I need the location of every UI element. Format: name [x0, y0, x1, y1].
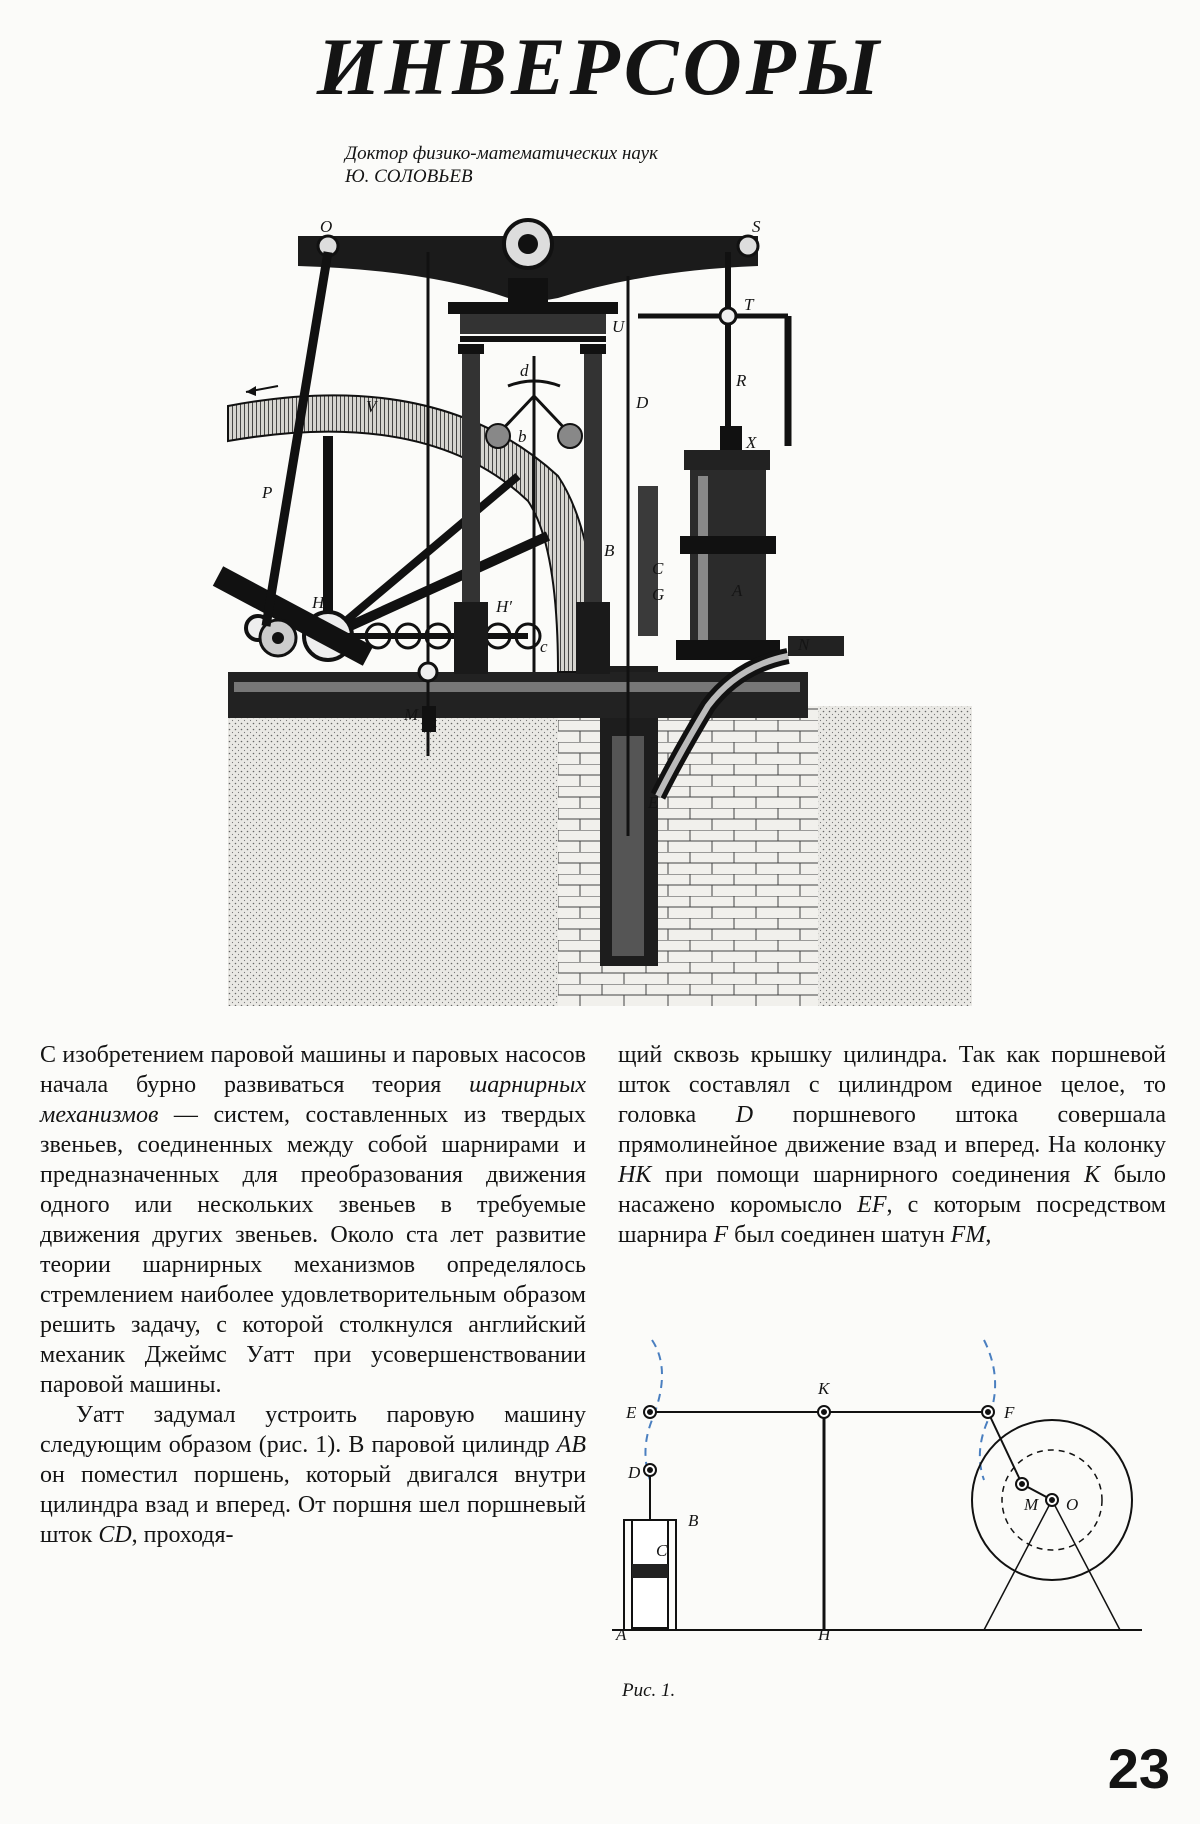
paragraph-continuation: щий сквозь крышку цилиндра. Так как поршневой шток составлял с цилиндром единое целое, то головка D поршневого штока совершала прямолинейное движение взад и вперед. На колонку HK при помощи шарнирного соединения K было насажено коромысло EF, с которым посредством шарнира F был соединен шатун FM,	[618, 1042, 1166, 1248]
label-T: T	[744, 295, 754, 314]
text-column-left	[40, 1040, 586, 1550]
byline	[345, 142, 658, 188]
label-A: A	[732, 581, 743, 600]
label-X: X	[746, 433, 757, 452]
connecting-rod	[266, 252, 328, 626]
label-H: H	[312, 593, 325, 612]
label-N: N	[798, 635, 810, 654]
walking-beam	[298, 220, 758, 302]
cylinder-AB	[624, 1520, 676, 1630]
label-M: M	[404, 705, 419, 724]
article-title: ИНВЕРСОРЫ	[316, 21, 884, 112]
label-S: S	[752, 217, 761, 236]
label-D: D	[636, 393, 649, 412]
steam-cylinder	[638, 426, 780, 660]
label-O: O	[320, 217, 333, 236]
figure-1-diagram	[612, 1340, 1172, 1644]
paragraph-watt: Уатт задумал устроить паровую машину следующим образом (рис. 1). В паровой цилиндр AB он поместил поршень, который двигался внутри цилиндра взад и вперед. От поршня шел поршневый шток CD, проходя-	[40, 1402, 586, 1548]
label-P: P	[262, 483, 273, 502]
author-degree: Доктор физико-математических наук	[345, 143, 658, 164]
fig-label-E: E	[626, 1403, 637, 1422]
connecting-rod-FM	[988, 1412, 1022, 1484]
label-B: B	[604, 541, 615, 560]
paragraph-intro: С изобретением паровой машины и паровых насосов начала бурно развиваться теория шарнирных механизмов — систем, составленных из твердых звеньев, соединенных между собой шарнирами и предназначенных для преобразования движения одного или нескольких звеньев в требуемые движения других звеньев. Около ста лет развитие теории шарнирных механизмов определялось стремлением наиболее удовлетворительным образом решить задачу, с которой столкнулся английский механик Джеймс Уатт при усовершенствовании паровой машины.	[40, 1042, 586, 1398]
entablature	[448, 302, 618, 342]
label-C: C	[652, 559, 664, 578]
column-right	[576, 344, 610, 674]
label-R: R	[736, 371, 747, 390]
parallel-motion	[638, 252, 788, 446]
governor-shaft-rings	[348, 624, 540, 648]
fig-label-B: B	[688, 1511, 699, 1530]
flywheel-schematic	[972, 1420, 1132, 1630]
steam-engine-engraving	[228, 217, 972, 1006]
label-b: b	[518, 427, 527, 446]
joints	[644, 1406, 1058, 1506]
page-number: 23	[1107, 1737, 1170, 1800]
fig-label-K: K	[818, 1379, 830, 1398]
fig-label-A: A	[616, 1625, 627, 1644]
fig-label-D: D	[628, 1463, 641, 1482]
label-U: U	[612, 317, 625, 336]
label-d: d	[520, 361, 529, 380]
label-G: G	[652, 585, 665, 604]
fig-label-H: H	[818, 1625, 831, 1644]
fig-label-O: O	[1066, 1495, 1079, 1514]
fig-label-F: F	[1004, 1403, 1015, 1422]
label-c: c	[540, 637, 548, 656]
fig-label-C: C	[656, 1541, 668, 1560]
author-name: Ю. СОЛОВЬЕВ	[345, 166, 473, 187]
label-H-prime: H′	[496, 597, 512, 616]
label-E: E	[648, 793, 659, 812]
text-column-right	[618, 1040, 1166, 1250]
throttle-valve	[788, 636, 844, 656]
fig-label-M: M	[1024, 1495, 1039, 1514]
figure-caption: Рис. 1.	[622, 1680, 676, 1701]
label-V: V	[366, 397, 377, 416]
